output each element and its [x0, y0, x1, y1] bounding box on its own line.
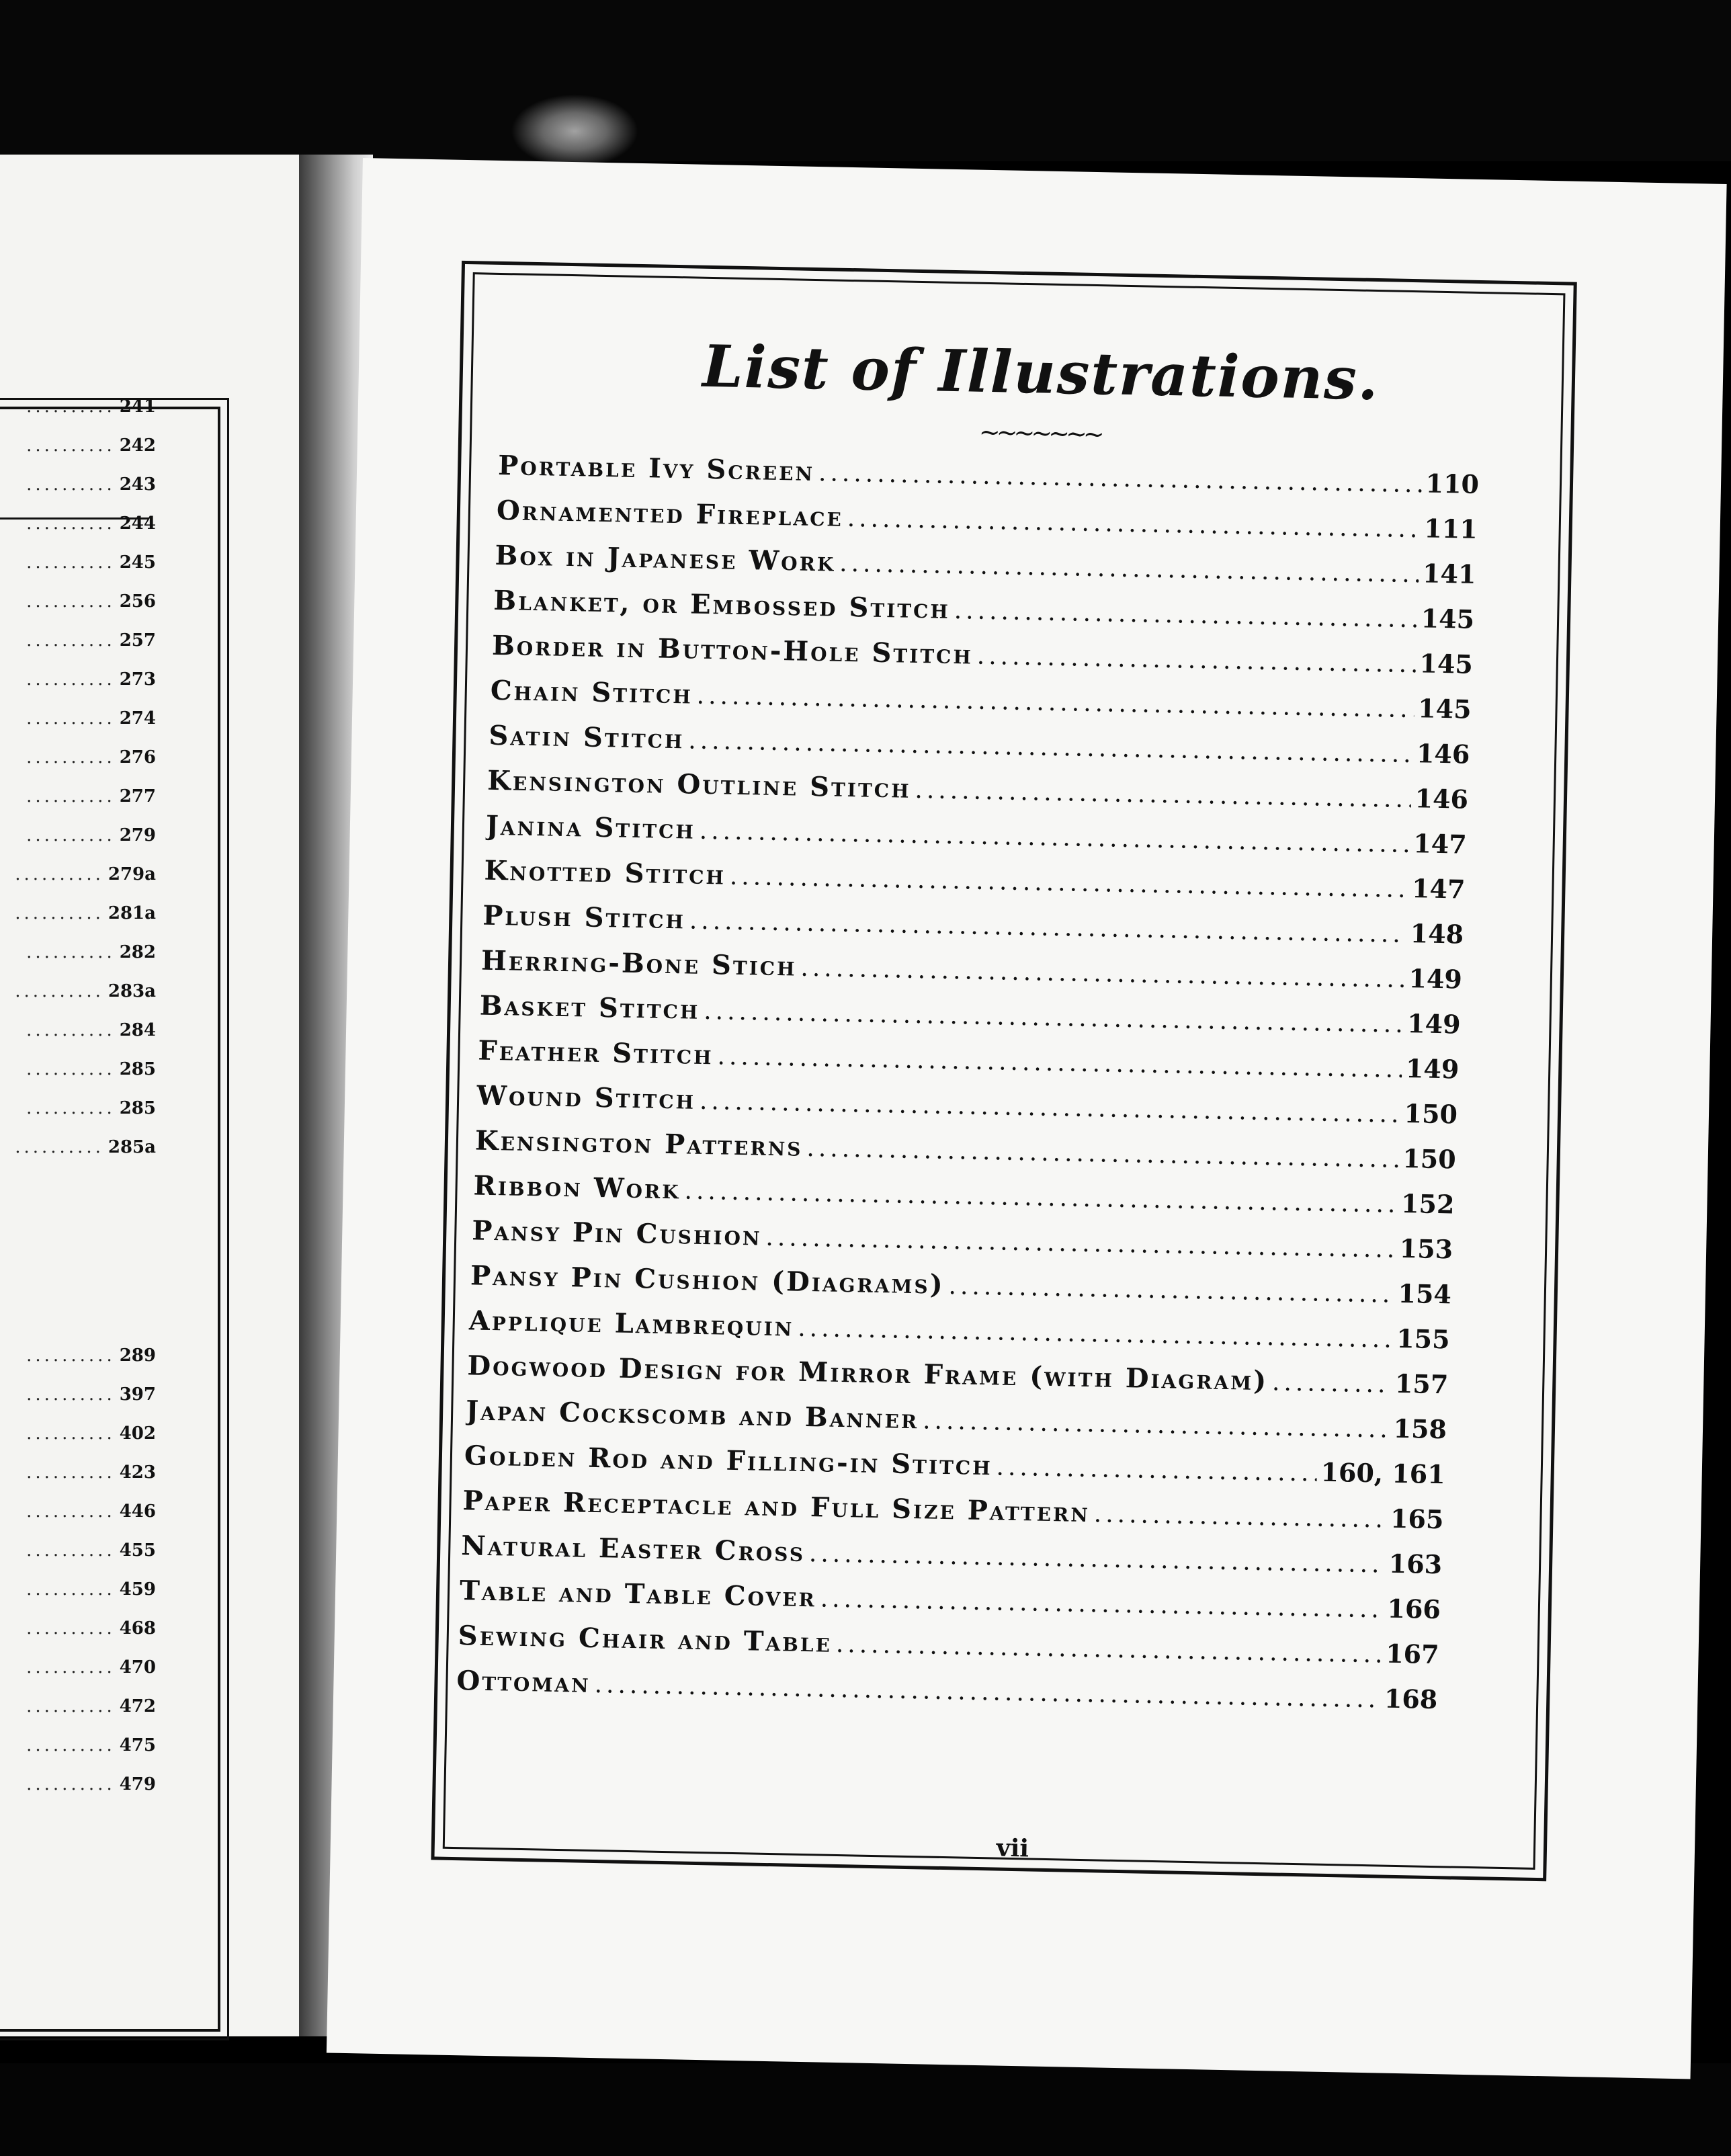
- left-page-number: .......... 244: [26, 513, 156, 534]
- left-page-number: .......... 279: [26, 825, 156, 845]
- dot-leader: [798, 1315, 1393, 1354]
- entry-label: Applique Lambrequin: [468, 1304, 794, 1343]
- left-page-number: .......... 479: [26, 1774, 156, 1794]
- title-ornament: ~~~~~~~: [978, 417, 1101, 450]
- entry-page-number: 148: [1410, 918, 1464, 950]
- dot-leader: [1093, 1500, 1386, 1533]
- dot-leader: [923, 1407, 1390, 1443]
- entry-label: Dogwood Design for Mirror Frame (with Diagram): [467, 1350, 1269, 1397]
- left-page-number: .......... 470: [26, 1657, 156, 1677]
- entry-page-number: 141: [1422, 558, 1476, 589]
- entry-label: Border in Button-Hole Stitch: [491, 629, 974, 671]
- left-page-number: .......... 468: [26, 1618, 156, 1639]
- entry-label: Kensington Outline Stitch: [487, 764, 912, 804]
- entry-page-number: 163: [1388, 1548, 1443, 1580]
- left-page-number: .......... 446: [26, 1501, 156, 1522]
- left-page-number: .......... 472: [26, 1696, 156, 1716]
- left-page-number: .......... 285: [26, 1098, 156, 1118]
- left-page-number: .......... 256: [26, 591, 156, 612]
- left-page-number: .......... 284: [26, 1020, 156, 1040]
- entry-page-number: 157: [1394, 1368, 1449, 1400]
- entry-label: Pansy Pin Cushion (Diagrams): [470, 1259, 945, 1300]
- left-page-number: .......... 281a: [15, 903, 156, 923]
- left-page-number: .......... 277: [26, 786, 156, 806]
- entry-label: Janina Stitch: [485, 809, 696, 845]
- dot-leader: [820, 1585, 1383, 1623]
- entry-page-number: 160, 161: [1320, 1456, 1446, 1490]
- dot-leader: [818, 459, 1422, 498]
- scan-background-top: [0, 0, 1731, 161]
- entry-page-number: 145: [1419, 648, 1474, 679]
- entry-label: Portable Ivy Screen: [497, 449, 815, 487]
- entry-page-number: 111: [1423, 513, 1478, 544]
- entry-page-number: 110: [1425, 468, 1480, 499]
- dot-leader: [839, 550, 1419, 589]
- entry-label: Box in Japanese Work: [495, 539, 836, 578]
- left-page-number: .......... 455: [26, 1540, 156, 1561]
- entry-label: Ottoman: [456, 1665, 591, 1699]
- entry-label: Japan Cockscomb and Banner: [465, 1395, 919, 1436]
- entry-page-number: 158: [1393, 1413, 1447, 1445]
- entry-page-number: 153: [1399, 1233, 1453, 1265]
- entry-page-number: 149: [1405, 1053, 1460, 1085]
- entry-page-number: 145: [1417, 693, 1472, 724]
- entry-page-number: 154: [1398, 1278, 1452, 1310]
- entry-page-number: 147: [1412, 828, 1468, 860]
- entry-label: Golden Rod and Filling-in Stitch: [464, 1440, 993, 1482]
- entry-page-number: 155: [1396, 1323, 1450, 1355]
- scan-background-bottom: [0, 2063, 1731, 2156]
- left-page-number: .......... 475: [26, 1735, 156, 1755]
- entry-label: Pansy Pin Cushion: [471, 1214, 763, 1252]
- left-page-number: .......... 257: [26, 630, 156, 651]
- left-page-number: .......... 459: [26, 1579, 156, 1600]
- left-page-number: .......... 279a: [15, 864, 156, 884]
- dot-leader: [996, 1453, 1317, 1487]
- entry-page-number: 146: [1415, 783, 1469, 815]
- left-page-number: .......... 276: [26, 747, 156, 768]
- left-page-number: .......... 245: [26, 552, 156, 573]
- entry-label: Wound Stitch: [476, 1079, 696, 1116]
- dot-leader: [915, 776, 1411, 813]
- dot-leader: [1272, 1368, 1392, 1398]
- dot-leader: [800, 954, 1405, 993]
- entry-label: Knotted Stitch: [484, 854, 726, 891]
- right-page: [327, 158, 1727, 2079]
- entry-page-number: 152: [1400, 1188, 1455, 1220]
- dot-leader: [806, 1134, 1399, 1173]
- left-page-number: .......... 273: [26, 669, 156, 690]
- left-page-number: .......... 397: [26, 1384, 156, 1405]
- entry-label: Ornamented Fireplace: [496, 494, 844, 533]
- dot-leader: [847, 505, 1420, 543]
- left-page-number: .......... 282: [26, 942, 156, 962]
- entry-page-number: 167: [1385, 1638, 1439, 1670]
- entry-label: Feather Stitch: [478, 1034, 714, 1071]
- entry-label: Blanket, or Embossed Stitch: [493, 584, 951, 625]
- entry-label: Natural Easter Cross: [460, 1530, 806, 1569]
- entry-label: Table and Table Cover: [459, 1575, 817, 1614]
- scan-dust-mark: [511, 94, 638, 168]
- entry-label: Basket Stitch: [479, 989, 700, 1026]
- entry-label: Sewing Chair and Table: [458, 1620, 833, 1659]
- entry-label: Paper Receptacle and Full Size Pattern: [462, 1485, 1091, 1529]
- left-page: [0, 155, 299, 2036]
- entry-label: Herring-Bone Stich: [480, 944, 797, 983]
- entry-page-number: 165: [1390, 1503, 1444, 1535]
- dot-leader: [948, 1272, 1394, 1309]
- entry-page-number: 150: [1402, 1143, 1457, 1175]
- entry-label: Plush Stitch: [482, 899, 686, 936]
- entry-page-number: 166: [1387, 1593, 1441, 1625]
- entry-page-number: 149: [1406, 1008, 1461, 1040]
- entry-page-number: 150: [1404, 1098, 1458, 1130]
- entry-page-number: 147: [1411, 873, 1466, 905]
- left-page-number: .......... 423: [26, 1462, 156, 1483]
- left-page-number: .......... 289: [26, 1345, 156, 1366]
- dot-leader: [954, 597, 1417, 633]
- dot-leader: [976, 642, 1415, 679]
- entry-page-number: 146: [1416, 738, 1470, 770]
- left-page-number: .......... 402: [26, 1423, 156, 1444]
- left-page-number: .......... 283a: [15, 981, 156, 1001]
- page-title: List of Illustrations.: [702, 332, 1380, 414]
- left-page-number: .......... 241: [26, 397, 156, 417]
- entry-page-number: 149: [1408, 963, 1463, 995]
- entry-page-number: 145: [1421, 603, 1475, 634]
- left-page-number: .......... 243: [26, 474, 156, 495]
- entry-label: Ribbon Work: [473, 1169, 681, 1206]
- page-folio: vii: [996, 1833, 1029, 1863]
- dot-leader: [836, 1630, 1382, 1669]
- entry-label: Chain Stitch: [490, 674, 693, 710]
- left-page-number: .......... 242: [26, 436, 156, 456]
- entry-label: Satin Stitch: [489, 719, 685, 755]
- entry-label: Kensington Patterns: [474, 1124, 803, 1163]
- dot-leader: [809, 1540, 1386, 1578]
- left-page-number: .......... 285a: [15, 1137, 156, 1157]
- left-page-number: .......... 285: [26, 1059, 156, 1079]
- left-page-number: .......... 274: [26, 708, 156, 729]
- entry-page-number: 168: [1384, 1683, 1438, 1715]
